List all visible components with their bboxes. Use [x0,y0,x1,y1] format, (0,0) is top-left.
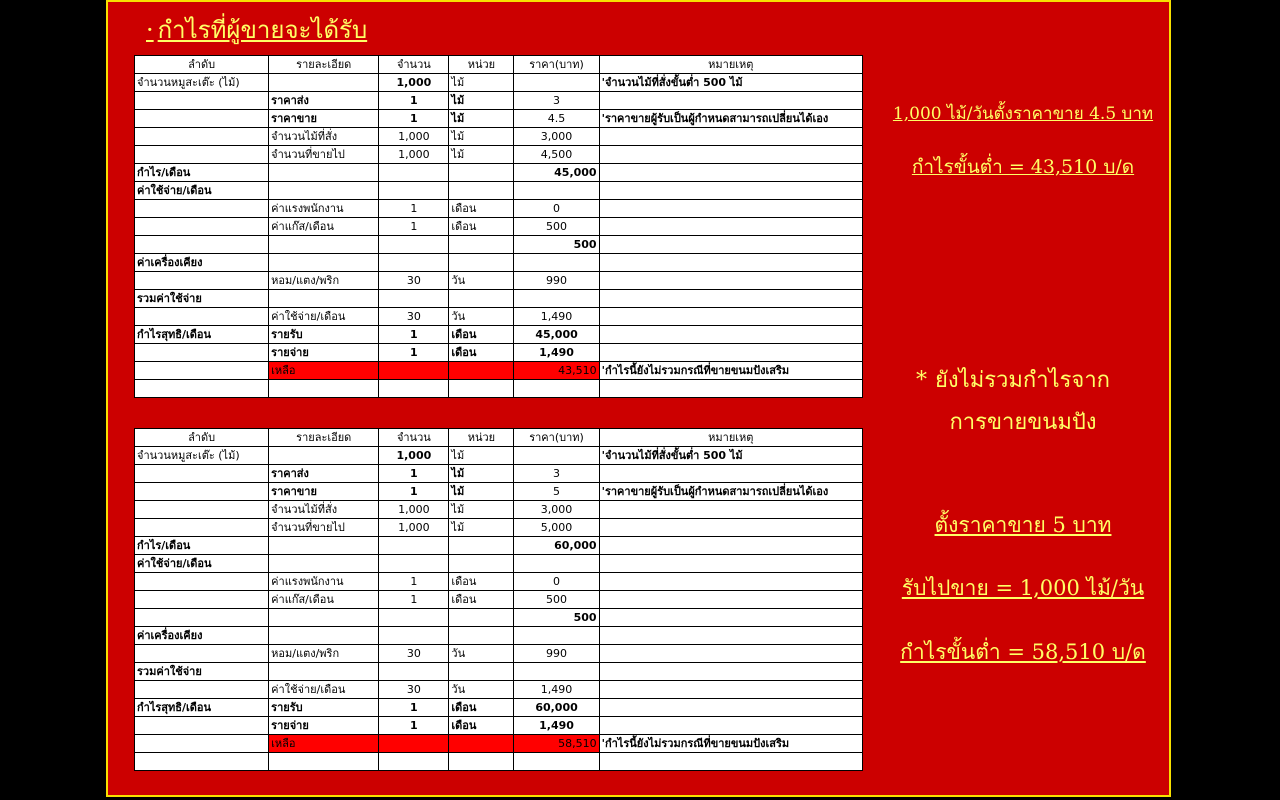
cell-remark [599,681,862,699]
cell-unit: ไม้ [449,447,514,465]
cell-detail [269,74,379,92]
cell-unit: ไม้ [449,74,514,92]
cell-unit: เดือน [449,218,514,236]
cell-qty [379,735,449,753]
header-unit: หน่วย [449,56,514,74]
cell-price: 4,500 [514,146,599,164]
table-row [135,146,863,164]
cell-qty [379,609,449,627]
cell-unit [449,735,514,753]
cell-detail [269,537,379,555]
cell-unit [449,290,514,308]
cell-order [135,380,269,398]
cell-order: ค่าเครื่องเคียง [135,627,269,645]
cell-order [135,609,269,627]
cell-detail [269,609,379,627]
cell-qty: 1 [379,326,449,344]
cell-qty [379,555,449,573]
cell-qty: 30 [379,645,449,663]
cell-remark [599,717,862,735]
cell-unit: วัน [449,308,514,326]
cell-unit: เดือน [449,344,514,362]
cell-remark [599,272,862,290]
cell-qty: 1 [379,110,449,128]
cell-price: 500 [514,236,599,254]
cell-qty: 1,000 [379,74,449,92]
cell-order [135,519,269,537]
cell-unit [449,555,514,573]
header-qty: จำนวน [379,56,449,74]
cell-unit: ไม้ [449,92,514,110]
cell-remark [599,591,862,609]
table-row [135,200,863,218]
cell-qty [379,254,449,272]
cell-detail: เหลือ [269,735,379,753]
cell-remark [599,753,862,771]
cell-price: 1,490 [514,717,599,735]
cell-price: 0 [514,200,599,218]
cell-detail: ค่าแรงพนักงาน [269,573,379,591]
cell-detail: รายจ่าย [269,717,379,735]
cell-order: รวมค่าใช้จ่าย [135,290,269,308]
cell-qty [379,164,449,182]
cell-qty: 1,000 [379,501,449,519]
cell-unit [449,236,514,254]
cell-qty: 30 [379,272,449,290]
cell-remark [599,645,862,663]
table-row [135,735,863,753]
cell-detail: จำนวนไม้ที่สั่ง [269,501,379,519]
note-line-a [888,362,1138,397]
cell-price: 45,000 [514,326,599,344]
table-row [135,519,863,537]
cell-qty: 1 [379,573,449,591]
cell-detail [269,290,379,308]
cell-remark [599,164,862,182]
header-remark: หมายเหตุ [599,429,862,447]
cell-remark [599,146,862,164]
table-row [135,537,863,555]
table-row [135,236,863,254]
cell-qty [379,380,449,398]
cell-detail [269,663,379,681]
summary-line-1: 1,000 ไม้/วันตั้งราคาขาย 4.5 บาท [892,104,1154,124]
cell-order [135,753,269,771]
table-header-row [135,56,863,74]
cell-qty: 1 [379,92,449,110]
cell-price [514,182,599,200]
cell-price: 990 [514,645,599,663]
header-remark: หมายเหตุ [599,56,862,74]
table-row [135,362,863,380]
table-row [135,254,863,272]
cell-price: 60,000 [514,699,599,717]
cell-remark [599,128,862,146]
cell-price: 500 [514,218,599,236]
cell-price: 0 [514,573,599,591]
cell-order [135,681,269,699]
cell-price: 1,490 [514,344,599,362]
cell-price [514,447,599,465]
cell-detail [269,447,379,465]
cell-remark: 'ราคาขายผู้รับเป็นผู้กำหนดสามารถเปลี่ยนได้เอง [599,110,862,128]
table-row [135,74,863,92]
cell-order [135,501,269,519]
cell-unit: ไม้ [449,501,514,519]
table-row [135,92,863,110]
cell-order: ค่าเครื่องเคียง [135,254,269,272]
cell-unit: เดือน [449,699,514,717]
cell-order [135,591,269,609]
cell-detail: ราคาส่ง [269,92,379,110]
cell-order [135,344,269,362]
cell-price: 990 [514,272,599,290]
cell-remark [599,92,862,110]
cell-qty: 30 [379,681,449,699]
cell-unit: ไม้ [449,110,514,128]
cell-qty [379,236,449,254]
summary-line-2: กำไรขั้นต่ำ = 43,510 บ/ด [911,156,1135,178]
cell-qty: 1,000 [379,128,449,146]
cell-detail [269,555,379,573]
cell-price: 60,000 [514,537,599,555]
cell-unit: วัน [449,645,514,663]
cell-remark [599,182,862,200]
table-row [135,344,863,362]
table-row [135,663,863,681]
cell-unit [449,753,514,771]
cell-price: 500 [514,609,599,627]
page-title [146,10,367,49]
cell-unit [449,380,514,398]
table-row [135,447,863,465]
cell-remark [599,344,862,362]
cell-detail [269,627,379,645]
cell-order: จำนวนหมูสะเต๊ะ (ไม้) [135,74,269,92]
cell-qty: 1 [379,591,449,609]
cell-order: จำนวนหมูสะเต๊ะ (ไม้) [135,447,269,465]
cell-qty [379,663,449,681]
table-row [135,555,863,573]
cell-order [135,200,269,218]
summary-line-3: ตั้งราคาขาย 5 บาท [934,513,1112,537]
profit-table-2 [134,428,863,771]
table-row [135,128,863,146]
cell-remark [599,380,862,398]
cell-remark [599,537,862,555]
cell-order [135,110,269,128]
cell-remark [599,627,862,645]
cell-remark: 'จำนวนไม้ที่สั่งขั้นต่ำ 500 ไม้ [599,74,862,92]
cell-unit: ไม้ [449,483,514,501]
cell-qty: 1 [379,699,449,717]
cell-unit [449,164,514,182]
header-price: ราคา(บาท) [514,429,599,447]
cell-unit: ไม้ [449,128,514,146]
cell-price: 3,000 [514,501,599,519]
cell-order [135,362,269,380]
cell-detail [269,380,379,398]
cell-order [135,308,269,326]
summary-line-5: กำไรขั้นต่ำ = 58,510 บ/ด [900,640,1146,664]
cell-unit: ไม้ [449,146,514,164]
cell-remark [599,501,862,519]
cell-price: 3 [514,465,599,483]
cell-price [514,753,599,771]
cell-price: 45,000 [514,164,599,182]
cell-qty: 1 [379,717,449,735]
cell-qty: 30 [379,308,449,326]
table-row [135,380,863,398]
cell-qty [379,753,449,771]
cell-detail: เหลือ [269,362,379,380]
table-row [135,182,863,200]
cell-order [135,645,269,663]
cell-unit: วัน [449,272,514,290]
cell-qty: 1 [379,483,449,501]
cell-remark [599,573,862,591]
cell-detail: ราคาขาย [269,483,379,501]
cell-unit: เดือน [449,591,514,609]
cell-price: 43,510 [514,362,599,380]
table-row [135,681,863,699]
cell-detail: จำนวนที่ขายไป [269,146,379,164]
cell-unit [449,627,514,645]
summary-line-4: รับไปขาย = 1,000 ไม้/วัน [901,576,1145,600]
note-line-b: การขายขนมปัง [949,410,1097,435]
cell-price: 500 [514,591,599,609]
header-order: ลำดับ [135,56,269,74]
cell-remark [599,326,862,344]
cell-order [135,218,269,236]
cell-detail: รายรับ [269,699,379,717]
table-header-row [135,429,863,447]
cell-remark [599,308,862,326]
table-row [135,717,863,735]
header-qty: จำนวน [379,429,449,447]
cell-remark [599,236,862,254]
table-row [135,609,863,627]
cell-remark: 'จำนวนไม้ที่สั่งขั้นต่ำ 500 ไม้ [599,447,862,465]
cell-order [135,717,269,735]
cell-price [514,254,599,272]
cell-remark [599,699,862,717]
table-row [135,627,863,645]
cell-remark [599,200,862,218]
cell-price: 5,000 [514,519,599,537]
cell-unit: เดือน [449,326,514,344]
table-row [135,272,863,290]
cell-order: กำไร/เดือน [135,537,269,555]
cell-detail: จำนวนที่ขายไป [269,519,379,537]
cell-qty [379,182,449,200]
cell-unit: ไม้ [449,465,514,483]
cell-detail: ค่าแก๊ส/เดือน [269,218,379,236]
cell-qty: 1 [379,465,449,483]
cell-remark [599,555,862,573]
cell-qty: 1 [379,200,449,218]
cell-detail: รายจ่าย [269,344,379,362]
cell-detail: หอม/แตง/พริก [269,645,379,663]
cell-price [514,74,599,92]
title-text: กำไรที่ผู้ขายจะได้รับ [157,16,368,44]
cell-order: ค่าใช้จ่าย/เดือน [135,555,269,573]
cell-unit: ไม้ [449,519,514,537]
cell-price [514,380,599,398]
cell-price [514,555,599,573]
cell-unit: วัน [449,681,514,699]
profit-table-1 [134,55,863,398]
cell-detail [269,236,379,254]
title-bullet: · [146,16,154,44]
cell-order: กำไรสุทธิ/เดือน [135,699,269,717]
table-row [135,501,863,519]
cell-detail [269,254,379,272]
cell-order: กำไร/เดือน [135,164,269,182]
slide [106,0,1171,797]
table-row [135,591,863,609]
cell-price: 1,490 [514,681,599,699]
cell-qty: 1,000 [379,519,449,537]
cell-qty: 1,000 [379,447,449,465]
cell-price: 3,000 [514,128,599,146]
cell-remark [599,519,862,537]
cell-unit [449,254,514,272]
cell-remark: 'กำไรนี้ยังไม่รวมกรณีที่ขายขนมปังเสริม [599,362,862,380]
cell-qty [379,537,449,555]
header-price: ราคา(บาท) [514,56,599,74]
cell-unit [449,537,514,555]
cell-order [135,92,269,110]
table-row [135,573,863,591]
header-unit: หน่วย [449,429,514,447]
cell-price [514,290,599,308]
cell-qty: 1,000 [379,146,449,164]
cell-detail: หอม/แตง/พริก [269,272,379,290]
table-row [135,326,863,344]
cell-price [514,663,599,681]
cell-detail: รายรับ [269,326,379,344]
cell-detail: ราคาส่ง [269,465,379,483]
cell-detail: จำนวนไม้ที่สั่ง [269,128,379,146]
cell-order [135,146,269,164]
cell-order [135,128,269,146]
table-row [135,645,863,663]
cell-qty [379,627,449,645]
cell-price: 58,510 [514,735,599,753]
cell-qty: 1 [379,218,449,236]
cell-order [135,573,269,591]
cell-order [135,236,269,254]
table-row [135,110,863,128]
cell-unit: เดือน [449,200,514,218]
table-row [135,308,863,326]
cell-price [514,627,599,645]
cell-price: 5 [514,483,599,501]
cell-order [135,465,269,483]
cell-price: 3 [514,92,599,110]
cell-price: 1,490 [514,308,599,326]
cell-order: รวมค่าใช้จ่าย [135,663,269,681]
header-detail: รายละเอียด [269,56,379,74]
cell-remark [599,254,862,272]
table-row [135,753,863,771]
cell-unit [449,182,514,200]
cell-unit: เดือน [449,717,514,735]
cell-unit [449,362,514,380]
table-row [135,218,863,236]
table-row [135,290,863,308]
cell-detail: ค่าใช้จ่าย/เดือน [269,681,379,699]
cell-unit [449,609,514,627]
cell-remark [599,218,862,236]
cell-order [135,483,269,501]
cell-unit: เดือน [449,573,514,591]
cell-remark: 'กำไรนี้ยังไม่รวมกรณีที่ขายขนมปังเสริม [599,735,862,753]
table-row [135,164,863,182]
table-row [135,699,863,717]
header-order: ลำดับ [135,429,269,447]
cell-price: 4.5 [514,110,599,128]
cell-detail [269,753,379,771]
cell-order: กำไรสุทธิ/เดือน [135,326,269,344]
cell-order: ค่าใช้จ่าย/เดือน [135,182,269,200]
star-icon: * [916,368,927,393]
cell-detail: ค่าแรงพนักงาน [269,200,379,218]
table-row [135,465,863,483]
cell-detail [269,182,379,200]
table-row [135,483,863,501]
cell-detail: ค่าใช้จ่าย/เดือน [269,308,379,326]
cell-detail: ราคาขาย [269,110,379,128]
cell-remark [599,290,862,308]
cell-detail [269,164,379,182]
cell-remark [599,663,862,681]
cell-qty [379,290,449,308]
header-detail: รายละเอียด [269,429,379,447]
cell-unit [449,663,514,681]
note-text-a: ยังไม่รวมกำไรจาก [935,368,1110,393]
cell-qty: 1 [379,344,449,362]
cell-remark: 'ราคาขายผู้รับเป็นผู้กำหนดสามารถเปลี่ยนได้เอง [599,483,862,501]
cell-remark [599,609,862,627]
cell-order [135,272,269,290]
cell-order [135,735,269,753]
cell-detail: ค่าแก๊ส/เดือน [269,591,379,609]
cell-remark [599,465,862,483]
cell-qty [379,362,449,380]
